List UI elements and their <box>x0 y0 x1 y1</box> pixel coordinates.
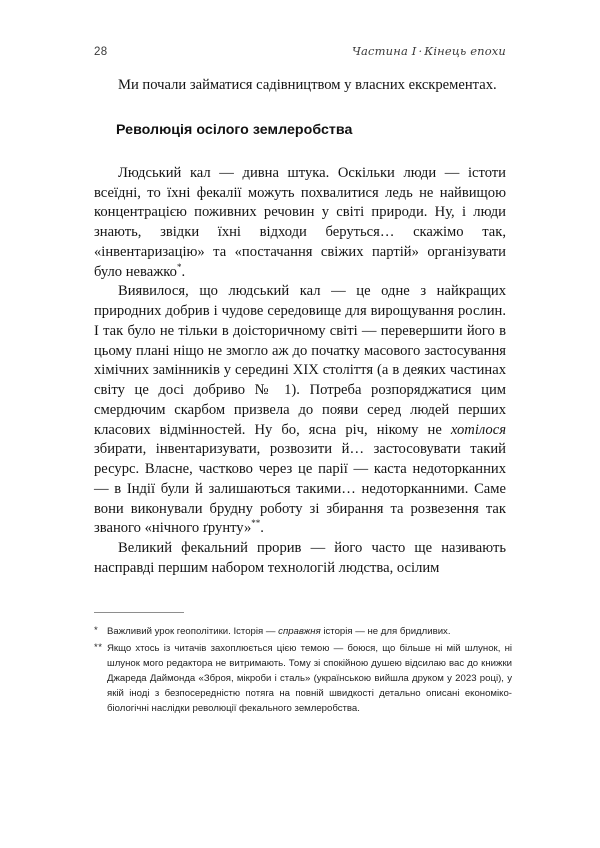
emphasis-spravzhnya: справжня <box>278 626 321 637</box>
running-head-title <box>352 44 506 58</box>
page-number: 28 <box>94 46 108 58</box>
paragraph-body-1 <box>94 164 506 283</box>
paragraph-body-2-text-a: Виявилося, що людський кал — це одне з найкращих природних добрив і чудове середовище для вирощування рослин. І так було не тільки в доісторичному світі — перевершити його в цьому плані ніщо не змогло аж до початку масового застосування хімічних замінників у середині XIX століття (а в деяких частинах світу це досі добриво № 1). Потреба розпоряджатися цим смердючим скарбом призвела до появи серед людей перших класових відмінностей. Ну бо, ясна річ, нікому не <box>94 283 506 438</box>
paragraph-body-2-tail: . <box>260 520 264 537</box>
footnote-item <box>94 624 512 639</box>
paragraph-body-2 <box>94 282 506 539</box>
footnote-text-1-b: історія — не для бридливих. <box>320 626 451 637</box>
footnote-reference-1[interactable]: * <box>176 261 182 272</box>
footnote-text-1 <box>107 624 512 639</box>
footnote-marker-2: ** <box>94 642 103 654</box>
paragraph-body-2-text-b: збирати, інвентаризувати, розвозити й… застосовувати такий ресурс. Власне, частково через це парії — каста недоторканних — в Індії були й залишаються такими… недоторканними. Саме вони виконували брудну роботу зі збирання та розвезення так званого «нічного ґрунту» <box>94 441 506 537</box>
heading-space-below <box>94 138 506 164</box>
section-heading: Революція осілого землеробства <box>116 121 353 138</box>
paragraph-body-1-text: Людський кал — дивна штука. Оскільки люди — істоти всеїдні, то їхні фекалії можуть похвалитися ледь не найвищою концентрацією поживних речовин у світі природи. Ну, і люди знають, звідки їхні відходи беруться… скажімо так, «інвентаризацію» та «постачання свіжих партій» організувати було неважко <box>94 164 506 280</box>
emphasis-khotilosya: хотілося <box>450 421 506 438</box>
footnote-separator-rule <box>94 612 184 613</box>
footnote-item <box>94 641 512 716</box>
text-block <box>94 76 506 579</box>
running-head <box>94 44 506 60</box>
paragraph-body-3: Великий фекальний прорив — його часто ще називають насправді першим набором технологій людства, осілим <box>94 540 506 576</box>
paragraph-body-1-tail: . <box>181 263 186 280</box>
paragraph-opening: Ми почали займатися садівництвом у власних екскрементах. <box>118 77 497 93</box>
footnote-reference-2[interactable]: ** <box>251 518 261 529</box>
footnote-area <box>94 612 512 719</box>
heading-space-above <box>94 96 506 122</box>
footnote-text-1-a: Важливий урок геополітики. Історія — <box>107 626 279 637</box>
running-head-chapter: Кінець епохи <box>424 44 506 58</box>
footnote-marker-1: * <box>94 625 98 636</box>
running-head-part: Частина I <box>351 44 417 58</box>
running-head-separator: · <box>418 44 423 58</box>
footnote-text-2: Якщо хтось із читачів захоплюється цією темою — боюся, що більше ні мій шлунок, ні шлунок мого редактора не витримають. Тому зі спокійною душею відсилаю вас до книжки Джареда Даймонда «Зброя, мікроби і сталь» (українською вийшла друком у 2023 році), у якій іноді з безпосередністю потяга на повній швидкості детально описані економіко-біологічні наслідки революції фекального землеробства. <box>107 643 512 715</box>
